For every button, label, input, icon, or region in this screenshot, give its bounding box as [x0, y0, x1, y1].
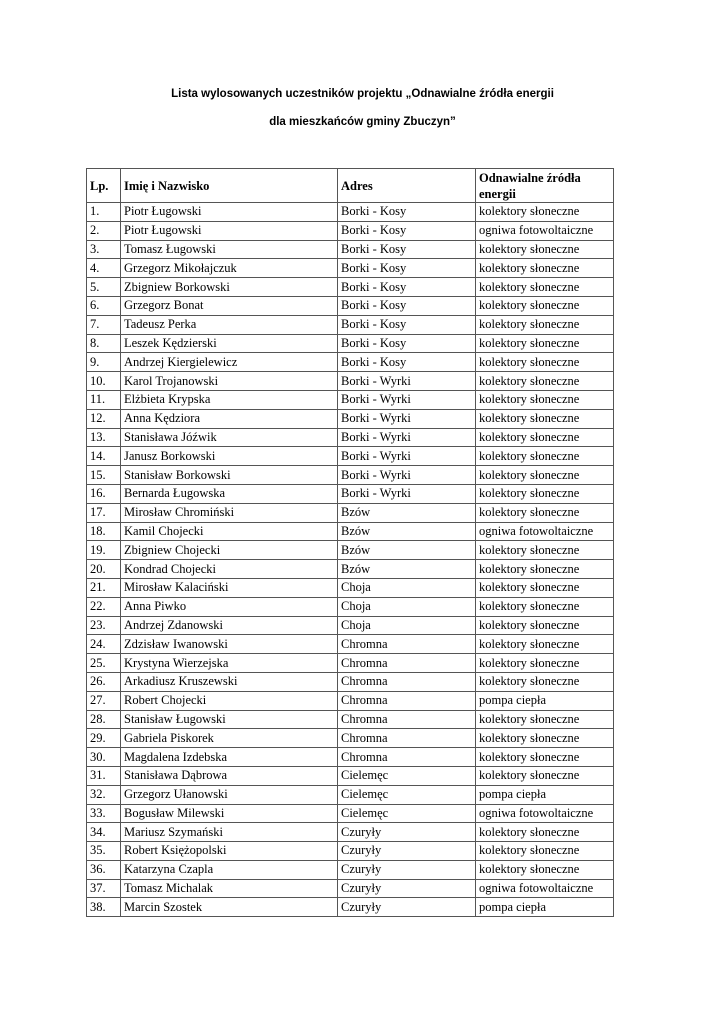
table-row: [87, 729, 614, 748]
cell-name: Leszek Kędzierski: [121, 334, 338, 353]
cell-address: Chromna: [338, 748, 476, 767]
cell-energy: kolektory słoneczne: [476, 447, 614, 466]
cell-energy: kolektory słoneczne: [476, 860, 614, 879]
cell-lp: 10.: [87, 372, 121, 391]
cell-name: Grzegorz Ułanowski: [121, 785, 338, 804]
table-body: [87, 203, 614, 917]
table-row: [87, 823, 614, 842]
cell-energy: kolektory słoneczne: [476, 296, 614, 315]
participants-table: [86, 168, 614, 917]
cell-address: Chromna: [338, 710, 476, 729]
cell-lp: 24.: [87, 635, 121, 654]
cell-address: Czuryły: [338, 823, 476, 842]
cell-address: Borki - Wyrki: [338, 447, 476, 466]
table-row: [87, 278, 614, 297]
table-row: [87, 522, 614, 541]
cell-lp: 5.: [87, 278, 121, 297]
cell-address: Bzów: [338, 541, 476, 560]
cell-address: Czuryły: [338, 860, 476, 879]
document-title-line-1: Lista wylosowanych uczestników projektu „Odnawialne źródła energii: [171, 88, 554, 100]
cell-name: Stanisław Ługowski: [121, 710, 338, 729]
cell-name: Grzegorz Bonat: [121, 296, 338, 315]
table-row: [87, 766, 614, 785]
cell-energy: ogniwa fotowoltaiczne: [476, 522, 614, 541]
cell-address: Cielemęc: [338, 804, 476, 823]
table-row: [87, 635, 614, 654]
header-energy: Odnawialne źródła energii: [476, 169, 614, 203]
cell-name: Marcin Szostek: [121, 898, 338, 917]
cell-energy: kolektory słoneczne: [476, 823, 614, 842]
cell-lp: 37.: [87, 879, 121, 898]
cell-energy: kolektory słoneczne: [476, 842, 614, 861]
cell-lp: 14.: [87, 447, 121, 466]
cell-energy: kolektory słoneczne: [476, 766, 614, 785]
cell-energy: kolektory słoneczne: [476, 560, 614, 579]
cell-address: Chromna: [338, 691, 476, 710]
table-row: [87, 898, 614, 917]
cell-name: Andrzej Zdanowski: [121, 616, 338, 635]
cell-lp: 13.: [87, 428, 121, 447]
table-row: [87, 447, 614, 466]
cell-energy: pompa ciepła: [476, 898, 614, 917]
table-row: [87, 691, 614, 710]
cell-address: Borki - Kosy: [338, 259, 476, 278]
table-row: [87, 560, 614, 579]
cell-lp: 32.: [87, 785, 121, 804]
cell-lp: 1.: [87, 203, 121, 222]
cell-address: Cielemęc: [338, 785, 476, 804]
cell-name: Piotr Ługowski: [121, 203, 338, 222]
cell-lp: 20.: [87, 560, 121, 579]
cell-address: Borki - Kosy: [338, 353, 476, 372]
cell-name: Tomasz Michalak: [121, 879, 338, 898]
cell-lp: 4.: [87, 259, 121, 278]
cell-name: Anna Kędziora: [121, 409, 338, 428]
cell-name: Tomasz Ługowski: [121, 240, 338, 259]
cell-address: Choja: [338, 616, 476, 635]
cell-name: Magdalena Izdebska: [121, 748, 338, 767]
table-row: [87, 334, 614, 353]
cell-lp: 33.: [87, 804, 121, 823]
cell-lp: 28.: [87, 710, 121, 729]
cell-name: Elżbieta Krypska: [121, 390, 338, 409]
table-row: [87, 390, 614, 409]
table-row: [87, 259, 614, 278]
cell-name: Robert Księżopolski: [121, 842, 338, 861]
table-row: [87, 353, 614, 372]
table-row: [87, 203, 614, 222]
cell-address: Cielemęc: [338, 766, 476, 785]
cell-lp: 7.: [87, 315, 121, 334]
cell-name: Stanisław Borkowski: [121, 466, 338, 485]
cell-address: Borki - Kosy: [338, 221, 476, 240]
cell-name: Robert Chojecki: [121, 691, 338, 710]
table-row: [87, 748, 614, 767]
cell-energy: kolektory słoneczne: [476, 409, 614, 428]
cell-lp: 8.: [87, 334, 121, 353]
cell-lp: 27.: [87, 691, 121, 710]
cell-energy: kolektory słoneczne: [476, 748, 614, 767]
cell-name: Gabriela Piskorek: [121, 729, 338, 748]
cell-address: Borki - Kosy: [338, 203, 476, 222]
cell-energy: ogniwa fotowoltaiczne: [476, 221, 614, 240]
cell-address: Czuryły: [338, 898, 476, 917]
cell-name: Piotr Ługowski: [121, 221, 338, 240]
cell-lp: 26.: [87, 672, 121, 691]
cell-lp: 16.: [87, 484, 121, 503]
cell-energy: kolektory słoneczne: [476, 428, 614, 447]
cell-energy: pompa ciepła: [476, 785, 614, 804]
cell-lp: 19.: [87, 541, 121, 560]
cell-energy: kolektory słoneczne: [476, 672, 614, 691]
cell-address: Borki - Wyrki: [338, 372, 476, 391]
cell-energy: kolektory słoneczne: [476, 334, 614, 353]
cell-energy: kolektory słoneczne: [476, 616, 614, 635]
cell-lp: 6.: [87, 296, 121, 315]
table-row: [87, 672, 614, 691]
cell-name: Mariusz Szymański: [121, 823, 338, 842]
cell-energy: kolektory słoneczne: [476, 240, 614, 259]
cell-name: Arkadiusz Kruszewski: [121, 672, 338, 691]
cell-name: Andrzej Kiergielewicz: [121, 353, 338, 372]
cell-energy: kolektory słoneczne: [476, 484, 614, 503]
table-row: [87, 240, 614, 259]
document-title-line-2: dla mieszkańców gminy Zbuczyn”: [269, 116, 456, 128]
table-row: [87, 785, 614, 804]
cell-lp: 12.: [87, 409, 121, 428]
cell-address: Borki - Wyrki: [338, 390, 476, 409]
cell-address: Borki - Kosy: [338, 278, 476, 297]
cell-address: Borki - Kosy: [338, 296, 476, 315]
cell-address: Czuryły: [338, 879, 476, 898]
cell-name: Katarzyna Czapla: [121, 860, 338, 879]
cell-energy: kolektory słoneczne: [476, 654, 614, 673]
cell-name: Kondrad Chojecki: [121, 560, 338, 579]
table-row: [87, 654, 614, 673]
cell-address: Borki - Wyrki: [338, 428, 476, 447]
cell-name: Mirosław Chromiński: [121, 503, 338, 522]
cell-energy: kolektory słoneczne: [476, 541, 614, 560]
cell-address: Choja: [338, 578, 476, 597]
cell-lp: 22.: [87, 597, 121, 616]
cell-lp: 34.: [87, 823, 121, 842]
table-row: [87, 860, 614, 879]
cell-name: Stanisława Jóźwik: [121, 428, 338, 447]
table-row: [87, 296, 614, 315]
table-row: [87, 616, 614, 635]
cell-lp: 25.: [87, 654, 121, 673]
cell-energy: kolektory słoneczne: [476, 203, 614, 222]
cell-energy: kolektory słoneczne: [476, 278, 614, 297]
cell-energy: pompa ciepła: [476, 691, 614, 710]
cell-energy: kolektory słoneczne: [476, 353, 614, 372]
header-lp: Lp.: [87, 169, 121, 203]
table-row: [87, 503, 614, 522]
header-name: Imię i Nazwisko: [121, 169, 338, 203]
cell-lp: 9.: [87, 353, 121, 372]
cell-energy: kolektory słoneczne: [476, 372, 614, 391]
table-row: [87, 428, 614, 447]
table-row: [87, 484, 614, 503]
cell-energy: kolektory słoneczne: [476, 578, 614, 597]
cell-name: Mirosław Kalaciński: [121, 578, 338, 597]
cell-name: Grzegorz Mikołajczuk: [121, 259, 338, 278]
cell-lp: 30.: [87, 748, 121, 767]
cell-name: Tadeusz Perka: [121, 315, 338, 334]
cell-lp: 2.: [87, 221, 121, 240]
cell-energy: kolektory słoneczne: [476, 635, 614, 654]
cell-lp: 18.: [87, 522, 121, 541]
cell-lp: 21.: [87, 578, 121, 597]
table-row: [87, 597, 614, 616]
cell-energy: kolektory słoneczne: [476, 729, 614, 748]
cell-energy: kolektory słoneczne: [476, 710, 614, 729]
cell-address: Borki - Wyrki: [338, 466, 476, 485]
cell-energy: ogniwa fotowoltaiczne: [476, 879, 614, 898]
cell-name: Zdzisław Iwanowski: [121, 635, 338, 654]
table-row: [87, 842, 614, 861]
cell-lp: 31.: [87, 766, 121, 785]
cell-name: Karol Trojanowski: [121, 372, 338, 391]
table-row: [87, 372, 614, 391]
cell-lp: 36.: [87, 860, 121, 879]
table-row: [87, 541, 614, 560]
cell-lp: 29.: [87, 729, 121, 748]
cell-energy: kolektory słoneczne: [476, 315, 614, 334]
table-row: [87, 409, 614, 428]
cell-name: Bernarda Ługowska: [121, 484, 338, 503]
cell-address: Choja: [338, 597, 476, 616]
cell-address: Bzów: [338, 503, 476, 522]
cell-energy: kolektory słoneczne: [476, 466, 614, 485]
cell-name: Bogusław Milewski: [121, 804, 338, 823]
cell-energy: kolektory słoneczne: [476, 597, 614, 616]
cell-name: Janusz Borkowski: [121, 447, 338, 466]
cell-lp: 11.: [87, 390, 121, 409]
cell-address: Chromna: [338, 729, 476, 748]
table-row: [87, 315, 614, 334]
cell-address: Chromna: [338, 672, 476, 691]
cell-address: Chromna: [338, 654, 476, 673]
cell-name: Krystyna Wierzejska: [121, 654, 338, 673]
cell-energy: kolektory słoneczne: [476, 390, 614, 409]
table-row: [87, 578, 614, 597]
cell-name: Zbigniew Borkowski: [121, 278, 338, 297]
cell-lp: 15.: [87, 466, 121, 485]
cell-lp: 35.: [87, 842, 121, 861]
cell-address: Borki - Wyrki: [338, 484, 476, 503]
table-row: [87, 710, 614, 729]
cell-address: Borki - Kosy: [338, 334, 476, 353]
cell-name: Kamil Chojecki: [121, 522, 338, 541]
table-row: [87, 879, 614, 898]
cell-energy: ogniwa fotowoltaiczne: [476, 804, 614, 823]
cell-address: Chromna: [338, 635, 476, 654]
header-address: Adres: [338, 169, 476, 203]
cell-lp: 38.: [87, 898, 121, 917]
table-row: [87, 804, 614, 823]
table-header-row: [87, 169, 614, 203]
table-row: [87, 221, 614, 240]
cell-address: Czuryły: [338, 842, 476, 861]
cell-energy: kolektory słoneczne: [476, 259, 614, 278]
cell-address: Borki - Wyrki: [338, 409, 476, 428]
table-row: [87, 466, 614, 485]
cell-lp: 17.: [87, 503, 121, 522]
cell-address: Bzów: [338, 560, 476, 579]
cell-address: Borki - Kosy: [338, 315, 476, 334]
cell-lp: 23.: [87, 616, 121, 635]
cell-address: Bzów: [338, 522, 476, 541]
cell-name: Anna Piwko: [121, 597, 338, 616]
cell-lp: 3.: [87, 240, 121, 259]
cell-address: Borki - Kosy: [338, 240, 476, 259]
cell-name: Stanisława Dąbrowa: [121, 766, 338, 785]
cell-energy: kolektory słoneczne: [476, 503, 614, 522]
cell-name: Zbigniew Chojecki: [121, 541, 338, 560]
